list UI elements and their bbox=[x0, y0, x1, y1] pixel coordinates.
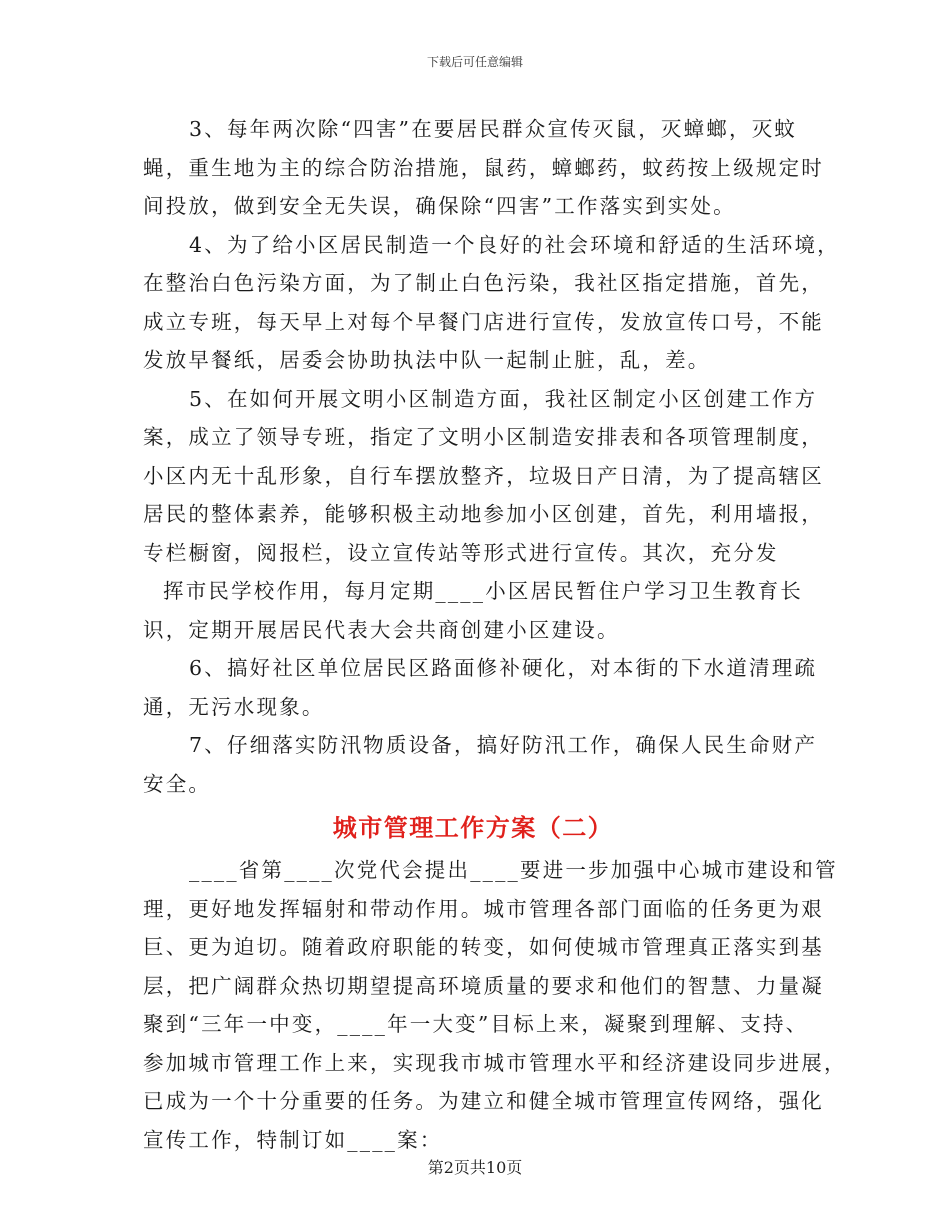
paragraph-line: 小区内无十乱形象，自行车摆放整齐，垃圾日产日清，为了提高辖区 bbox=[143, 463, 824, 488]
paragraph-line: 案，成立了领导专班，指定了文明小区制造安排表和各项管理制度， bbox=[143, 425, 824, 449]
paragraph-line: 发放早餐纸，居委会协助执法中队一起制止脏，乱，差。 bbox=[143, 348, 711, 372]
paragraph-line: 蝇，重生地为主的综合防治措施，鼠药，蟑螂药，蚊药按上级规定时 bbox=[143, 155, 824, 180]
paragraph-line: 挥市民学校作用，每月定期____小区居民暂住户学习卫生教育长 bbox=[163, 579, 803, 603]
paragraph-line: 已成为一个十分重要的任务。为建立和健全城市管理宣传网络，强化 bbox=[143, 1089, 824, 1113]
paragraph-line: 层，把广阔群众热切期望提高环境质量的要求和他们的智慧、力量凝 bbox=[143, 973, 824, 998]
document-body bbox=[143, 110, 847, 1159]
paragraph-line: 5、在如何开展文明小区制造方面，我社区制定小区创建工作方 bbox=[189, 386, 818, 411]
paragraph-line: ____省第____次党代会提出____要进一步加强中心城市建设和管 bbox=[189, 858, 838, 882]
paragraph-line: 在整治白色污染方面，为了制止白色污染，我社区指定措施，首先， bbox=[143, 271, 824, 295]
paragraph-line: 宣传工作，特制订如____案： bbox=[143, 1127, 443, 1152]
paragraph-line: 6、搞好社区单位居民区路面修补硬化，对本街的下水道清理疏 bbox=[189, 656, 818, 680]
paragraph-line: 4、为了给小区居民制造一个良好的社会环境和舒适的生活环境， bbox=[189, 232, 840, 257]
paragraph-line: 专栏橱窗，阅报栏，设立宣传站等形式进行宣传。其次，充分发 bbox=[143, 540, 779, 565]
paragraph-line: 聚到“三年一中变，____年一大变”目标上来，凝聚到理解、支持、 bbox=[143, 1012, 809, 1036]
section-title: 城市管理工作方案（二） bbox=[332, 814, 614, 842]
paragraph-line: 通，无污水现象。 bbox=[143, 694, 325, 719]
paragraph-line: 成立专班，每天早上对每个早餐门店进行宣传，发放宣传口号，不能 bbox=[143, 309, 824, 334]
paragraph-line: 间投放，做到安全无失误，确保除“四害”工作落实到实处。 bbox=[143, 194, 736, 218]
paragraph-line: 居民的整体素养，能够积极主动地参加小区创建，首先，利用墙报， bbox=[143, 502, 824, 526]
paragraph-line: 参加城市管理工作上来，实现我市城市管理水平和经济建设同步进展， bbox=[143, 1050, 847, 1075]
paragraph-line: 理，更好地发挥辐射和带动作用。城市管理各部门面临的任务更为艰 bbox=[143, 896, 824, 921]
paragraph-line: 3、每年两次除“四害”在要居民群众宣传灭鼠，灭蟑螂，灭蚊 bbox=[189, 117, 798, 141]
paragraph-line: 7、仔细落实防汛物质设备，搞好防汛工作，确保人民生命财产 bbox=[189, 733, 818, 757]
page-header-note: 下载后可任意编辑 bbox=[426, 55, 523, 69]
paragraph-line: 安全。 bbox=[143, 771, 212, 796]
page-number: 第2页共10页 bbox=[427, 1158, 523, 1177]
paragraph-line: 巨、更为迫切。随着政府职能的转变，如何使城市管理真正落实到基 bbox=[143, 935, 824, 959]
paragraph-line: 识，定期开展居民代表大会共商创建小区建设。 bbox=[143, 617, 620, 642]
